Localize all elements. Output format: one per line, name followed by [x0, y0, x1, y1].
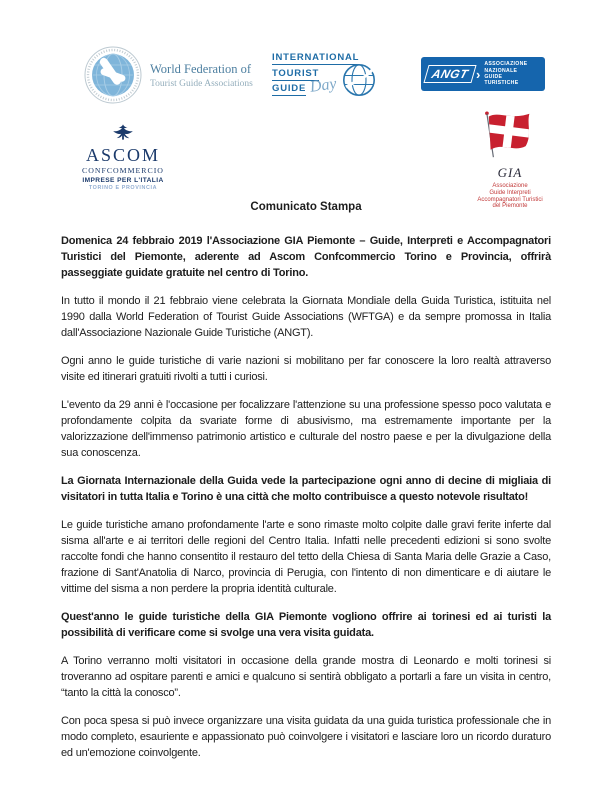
gia-text-line: Guide Interpreti — [489, 189, 531, 196]
itg-day-logo — [272, 52, 384, 99]
angt-acronym: ANGT — [423, 65, 476, 83]
paragraph: Le guide turistiche amano profondamente l'arte e sono rimaste molto colpite dalle gravi ferite inferte dal sisma all'arte e ai territori delle regioni del Centro Italia. Infatti nelle precedenti edizioni si sono svolte raccolte fondi che hanno consentito il restauro del tetto della Chiesa di Santa Maria delle Grazie a Caso, frazione di Sant'Anatolia di Narco, provincia di Perugia, con l'intento di non dimenticare e di aiutare le vittime del sisma a non perdere la propria identità culturale. — [61, 519, 551, 595]
itg-line-1: INTERNATIONAL — [272, 52, 360, 63]
paragraph: A Torino verranno molti visitatori in occasione della grande mostra di Leonardo e molti torinesi si troveranno ad ospitare parenti e amici e qualcuno si sentirà obbligato a portarli a fare un visita in centro, “tanto la città la conosco”. — [61, 655, 551, 699]
paragraph: Con poca spesa si può invece organizzare una visita guidata da una guida turistica professionale che in modo completo, esauriente e appassionato può coinvolgere i visitatori e lasciare loro un ricordo duraturo ed un'emozione coinvolgente. — [61, 715, 551, 759]
angt-full-name — [484, 61, 527, 87]
ascom-confcommercio: CONFCOMMERCIO — [82, 166, 164, 175]
wftga-title: World Federation of — [150, 61, 252, 76]
document-body — [61, 201, 551, 773]
ascom-logo — [78, 123, 168, 191]
paragraph: In tutto il mondo il 21 febbraio viene celebrata la Giornata Mondiale della Guida Turistica, istituita nel 1990 dalla World Federation of Tourist Guide Associations (WFTGA) e da sempre promossa in Italia dall'Associazione Nazionale Guide Turistiche (ANGT). — [61, 295, 551, 339]
gia-text-line: Accompagnatori Turistici — [477, 196, 543, 203]
itg-line-3: GUIDE — [272, 83, 307, 94]
angt-text-line: TURISTICHE — [484, 80, 519, 87]
paragraph: L'evento da 29 anni è l'occasione per focalizzare l'attenzione su una professione spesso poco valutata e profondamente colpita da svariate forme di abusivismo, ma estremamente importante per la valorizzazione dell'immenso patrimonio artistico e culturale del nostro paese e per la divulgazione della sua conoscenza. — [61, 399, 551, 459]
angt-text-line: NAZIONALE — [484, 67, 518, 74]
itg-day-script: Day — [308, 75, 338, 96]
wftga-subtitle: Tourist Guide Associations — [150, 78, 253, 89]
ascom-name: ASCOM — [85, 145, 161, 165]
paragraph-highlight: La Giornata Internazionale della Guida vede la partecipazione ogni anno di decine di migliaia di visitatori in tutta Italia e Torino è una città che molto contribuisce a questo notevole risultato! — [61, 475, 551, 503]
gia-text-line: Associazione — [492, 183, 528, 189]
paragraph-highlight: Quest'anno le guide turistiche della GIA Piemonte vogliono offrire ai torinesi ed ai turisti la possibilità di verificare come si svolge una vera visita guidata. — [61, 611, 551, 639]
ascom-torino: TORINO E PROVINCIA — [88, 185, 158, 191]
gia-acronym: GIA — [497, 165, 523, 180]
gia-flag-icon — [480, 111, 540, 159]
wftga-logo — [84, 46, 253, 104]
angt-text-line: GUIDE — [484, 74, 503, 80]
paragraph: Ogni anno le guide turistiche di varie nazioni si mobilitano per far conoscere la loro realtà attraverso visite ed itinerari gratuiti rivolti a tutti i curiosi. — [61, 355, 551, 383]
gia-logo — [465, 111, 555, 210]
wftga-globe-icon — [84, 46, 142, 104]
ascom-eagle-icon — [112, 123, 134, 141]
itg-line-2: TOURIST — [272, 67, 320, 79]
page-title: Comunicato Stampa — [250, 201, 362, 213]
paragraph-intro: Domenica 24 febbraio 2019 l'Associazione GIA Piemonte – Guide, Interpreti e Accompagnatori Turistici del Piemonte, aderente ad Ascom Confcommercio Torino e Provincia, offrirà passeggiate guidate gratuite nel centro di Torino. — [61, 235, 551, 279]
angt-logo — [421, 57, 545, 91]
angt-text-line: ASSOCIAZIONE — [484, 61, 528, 68]
angt-arrow-icon: › — [476, 66, 481, 82]
itg-globe-icon — [342, 63, 376, 97]
gia-text-line: del Piemonte — [492, 203, 528, 210]
ascom-imprese: IMPRESE PER L'ITALIA — [82, 176, 164, 184]
